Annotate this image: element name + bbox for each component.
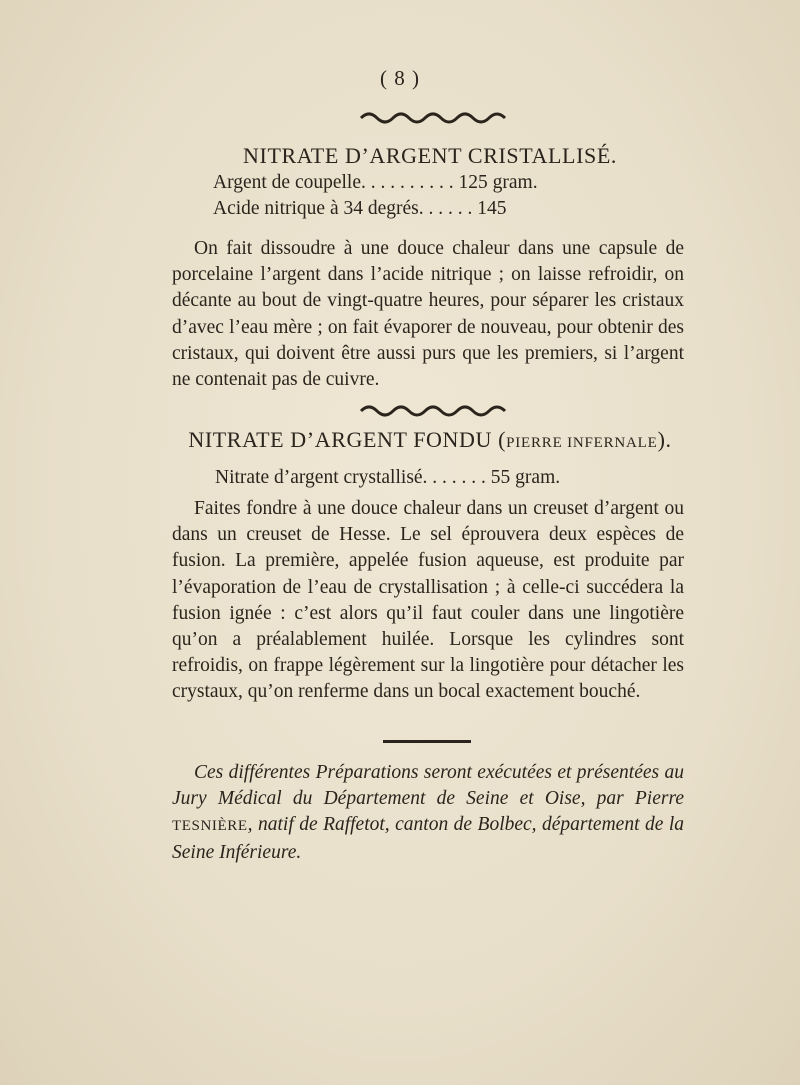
- page-number: ( 8 ): [380, 66, 420, 90]
- footnote-part-1: Ces différentes Préparations seront exécutées et présentées au Jury Médical du Département de Seine et Oise, par Pierre: [172, 762, 684, 810]
- footnote-paragraph: [172, 760, 684, 866]
- ingredient-line: Nitrate d’argent crystallisé. . . . . . . 55 gram.: [215, 467, 561, 488]
- section-title-main: NITRATE D’ARGENT FONDU: [188, 427, 493, 452]
- ornament-top: [359, 110, 509, 124]
- section-title-fused: [0, 427, 800, 453]
- section-title-paren-close: ).: [657, 427, 672, 452]
- section-title-paren-open: (: [498, 427, 507, 452]
- ingredient-line: Argent de coupelle. . . . . . . . . . 125 gram.: [213, 172, 538, 193]
- ornament-middle: [359, 403, 509, 417]
- section-title-smallcaps: PIERRE INFERNALE: [506, 435, 658, 451]
- ingredient-line: Acide nitrique à 34 degrés. . . . . . 145: [213, 198, 507, 219]
- divider-rule: [383, 740, 471, 743]
- section-title-crystallized: NITRATE D’ARGENT CRISTALLISÉ.: [243, 143, 617, 168]
- footnote-author-smallcaps: TESNIÈRE: [172, 818, 248, 835]
- paragraph-fused: Faites fondre à une douce chaleur dans un creuset d’argent ou dans un creuset de Hesse. Le sel éprouvera deux espèces de fusion. La première, appelée fusion aqueuse, est produite par l’évaporation de l’eau de crystallisation ; à celle-ci succédera la fusion ignée : c’est alors qu’il faut couler dans une lingotière qu’on a préalablement huilée. Lorsque les cylindres sont refroidis, on frappe légèrement sur la lingotière pour détacher les crystaux, qu’on renferme dans un bocal exactement bouché.: [172, 498, 684, 703]
- footnote-part-2: , natif de Raffetot, canton de Bolbec, département de la Seine Inférieure.: [172, 814, 684, 863]
- paragraph-crystallized: On fait dissoudre à une douce chaleur dans une capsule de porcelaine l’argent dans l’acide nitrique ; on laisse refroidir, on décante au bout de vingt-quatre heures, pour séparer les cristaux d’avec l’eau mère ; on fait évaporer de nouveau, pour obtenir des cristaux, qui doivent être aussi purs que les premiers, si l’argent ne contenait pas de cuivre.: [172, 238, 684, 391]
